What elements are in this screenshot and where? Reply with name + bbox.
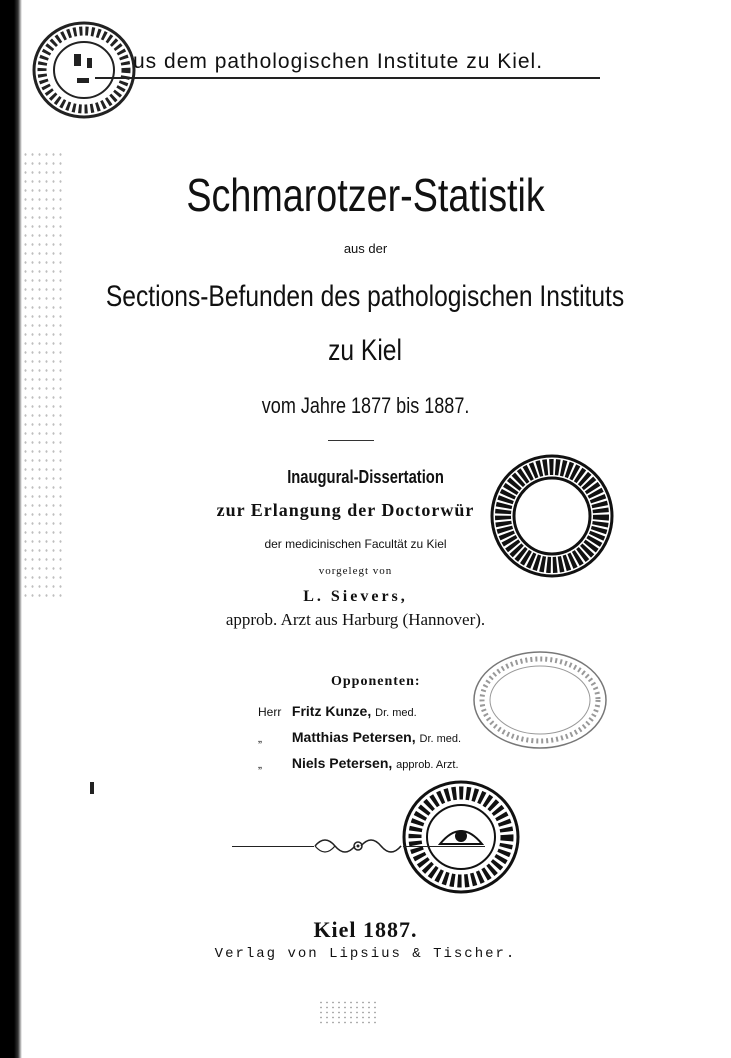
- faculty-line: der medicinischen Facultät zu Kiel: [264, 537, 447, 551]
- opponents-heading: Opponenten:: [331, 674, 421, 689]
- opponent-prefix: „: [258, 731, 262, 745]
- opponent-title: Dr. med.: [419, 733, 462, 745]
- aus-der-text: aus der: [343, 241, 388, 256]
- opponent-row: [258, 729, 461, 745]
- ornament-rule-right: [403, 846, 485, 847]
- years-line: vom Jahre 1877 bis 1887.: [261, 393, 470, 418]
- ornament-flourish-icon: [313, 832, 403, 860]
- subtitle-line-2: zu Kiel: [328, 334, 403, 367]
- opponent-row: [258, 755, 459, 771]
- opponent-title: Dr. med.: [375, 707, 417, 719]
- biblioteca-stamp: [400, 778, 522, 896]
- opponent-name: Fritz Kunze,: [291, 703, 372, 719]
- separator-rule: [328, 440, 374, 441]
- document-title: Schmarotzer-Statistik: [186, 169, 545, 221]
- accademia-stamp: [488, 452, 616, 580]
- faint-oval-stamp: [470, 648, 610, 752]
- vorgelegt-line: vorgelegt von: [318, 565, 393, 577]
- institute-header: us dem pathologischen Institute zu Kiel.: [95, 50, 600, 79]
- subtitle-line-1: Sections-Befunden des pathologischen Instituts: [106, 280, 625, 313]
- ornament-rule-left: [232, 846, 314, 847]
- dissertation-label: Inaugural-Dissertation: [287, 467, 444, 487]
- opponent-name: Matthias Petersen,: [291, 729, 416, 745]
- opponent-name: Niels Petersen,: [291, 755, 393, 771]
- page-smudge: [318, 1000, 378, 1026]
- imprint-publisher: Verlag von Lipsius & Tischer.: [214, 946, 517, 962]
- opponent-prefix: „: [258, 757, 262, 771]
- imprint-city-year: Kiel 1887.: [313, 917, 418, 942]
- opponent-title: approb. Arzt.: [396, 759, 459, 771]
- opponent-row: [258, 703, 417, 719]
- author-name: L. Sievers,: [303, 588, 408, 605]
- author-detail: approb. Arzt aus Harburg (Hannover).: [225, 610, 486, 629]
- dissertation-purpose: zur Erlangung der Doctorwür: [216, 500, 475, 520]
- ink-mark: [90, 782, 94, 794]
- page-spine-shadow: [0, 0, 22, 1058]
- opponent-prefix: Herr: [258, 705, 282, 719]
